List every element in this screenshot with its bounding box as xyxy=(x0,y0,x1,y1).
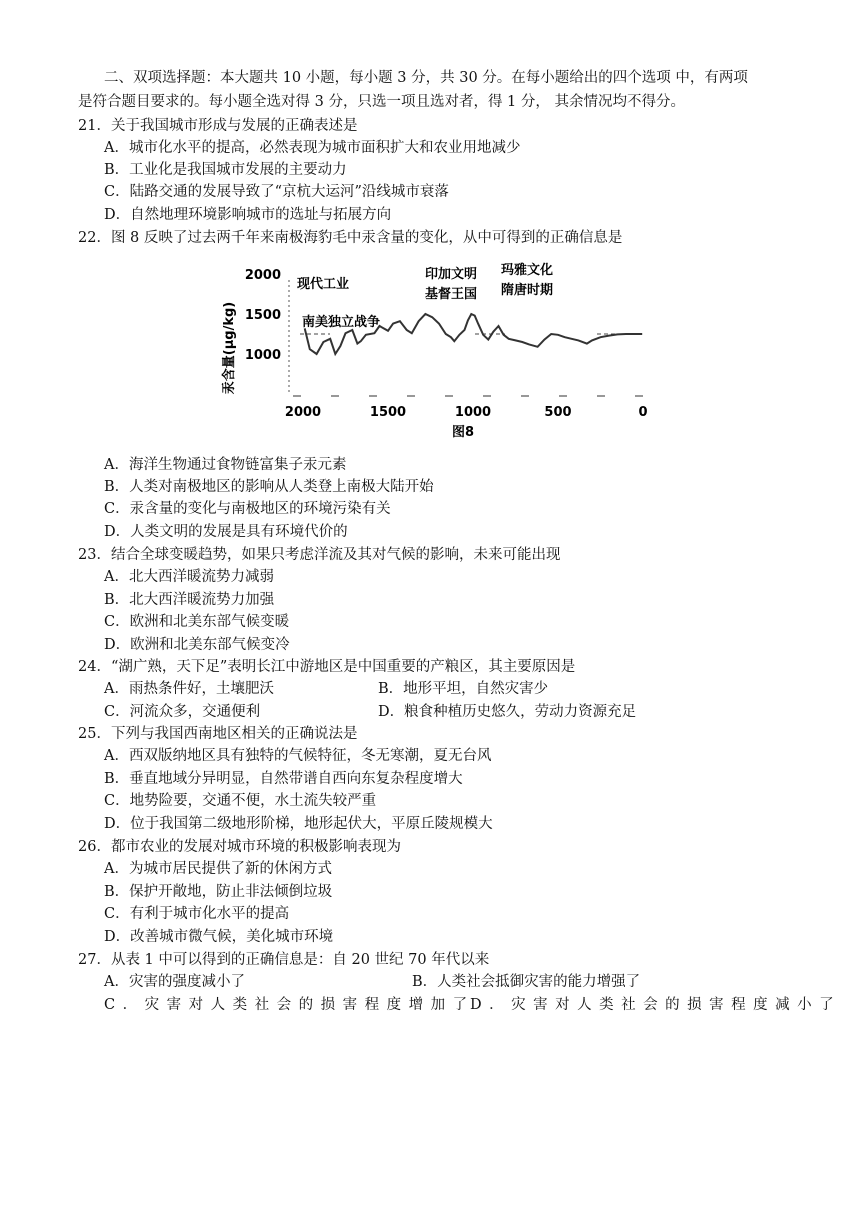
question-27-stem: 27．从表 1 中可以得到的正确信息是：自 20 世纪 70 年代以来 xyxy=(78,952,490,968)
question-25-option-a: A．西双版纳地区具有独特的气候特征，冬无寒潮，夏无台风 xyxy=(104,748,492,764)
chart-annotation: 基督王国 xyxy=(425,287,478,302)
question-22-option-b: B．人类对南极地区的影响从人类登上南极大陆开始 xyxy=(104,479,434,495)
question-23-option-b: B．北大西洋暖流势力加强 xyxy=(104,592,275,608)
question-26-option-a: A．为城市居民提供了新的休闲方式 xyxy=(104,861,332,877)
question-25-option-b: B．垂直地域分异明显，自然带谱自西向东复杂程度增大 xyxy=(104,771,463,787)
question-21-option-a: A．城市化水平的提高，必然表现为城市面积扩大和农业用地减少 xyxy=(104,140,521,156)
question-27-option-b: B．人类社会抵御灾害的能力增强了 xyxy=(412,974,641,990)
x-tick-label: 1000 xyxy=(454,405,492,420)
section-intro-line-2: 是符合题目要求的。每小题全选对得 3 分，只选一项且选对者，得 1 分， 其余情况均不得分。 xyxy=(78,94,685,110)
question-22-option-c: C．汞含量的变化与南极地区的环境污染有关 xyxy=(104,501,391,517)
question-27-option-a: A．灾害的强度减小了 xyxy=(104,974,245,990)
question-21-stem: 21．关于我国城市形成与发展的正确表述是 xyxy=(78,118,358,134)
question-23-option-a: A．北大西洋暖流势力减弱 xyxy=(104,569,274,585)
chart-annotation: 印加文明 xyxy=(425,267,478,282)
chart-annotation: 南美独立战争 xyxy=(302,315,381,330)
question-23-option-d: D．欧洲和北美东部气候变冷 xyxy=(104,637,290,653)
question-22-stem: 22．图 8 反映了过去两千年来南极海豹毛中汞含量的变化，从中可得到的正确信息是 xyxy=(78,230,623,246)
x-tick-label: 500 xyxy=(544,405,572,420)
question-24-option-c: C．河流众多，交通便利 xyxy=(104,704,261,720)
question-27-option-d: D．灾害对人类社会的损害程度减小了 xyxy=(470,997,842,1013)
x-tick-label: 2000 xyxy=(284,405,322,420)
y-tick-label: 1500 xyxy=(244,308,281,323)
chart-annotation: 现代工业 xyxy=(297,277,350,292)
section-intro-line-1: 二、双项选择题：本大题共 10 小题，每小题 3 分，共 30 分。在每小题给出的四个选项 中，有两项 xyxy=(104,70,748,86)
x-tick-label: 1500 xyxy=(369,405,407,420)
question-26-option-b: B．保护开敞地，防止非法倾倒垃圾 xyxy=(104,884,333,900)
question-21-option-d: D．自然地理环境影响城市的选址与拓展方向 xyxy=(104,207,392,223)
y-tick-label: 1000 xyxy=(244,348,281,363)
chart-annotation: 玛雅文化 xyxy=(501,263,554,278)
question-22-option-d: D．人类文明的发展是具有环境代价的 xyxy=(104,524,348,540)
question-24-option-b: B．地形平坦，自然灾害少 xyxy=(378,681,549,697)
question-23-option-c: C．欧洲和北美东部气候变暖 xyxy=(104,614,290,630)
question-23-stem: 23．结合全球变暖趋势，如果只考虑洋流及其对气候的影响，未来可能出现 xyxy=(78,547,561,563)
question-24-option-d: D．粮食种植历史悠久，劳动力资源充足 xyxy=(378,704,637,720)
question-21-option-c: C．陆路交通的发展导致了“京杭大运河”沿线城市衰落 xyxy=(104,184,449,200)
question-22-option-a: A．海洋生物通过食物链富集子汞元素 xyxy=(104,457,347,473)
question-26-option-c: C．有利于城市化水平的提高 xyxy=(104,906,290,922)
question-26-stem: 26．都市农业的发展对城市环境的积极影响表现为 xyxy=(78,839,401,855)
y-tick-label: 2000 xyxy=(244,268,281,283)
figure-8-chart xyxy=(205,258,660,443)
y-axis-label: 汞含量(μg/kg) xyxy=(222,301,237,395)
question-21-option-b: B．工业化是我国城市发展的主要动力 xyxy=(104,162,347,178)
question-27-option-c: C．灾害对人类社会的损害程度增加了 xyxy=(104,997,475,1013)
question-24-stem: 24．“湖广熟，天下足”表明长江中游地区是中国重要的产粮区，其主要原因是 xyxy=(78,659,576,675)
question-25-stem: 25．下列与我国西南地区相关的正确说法是 xyxy=(78,726,358,742)
question-24-option-a: A．雨热条件好，土壤肥沃 xyxy=(104,681,274,697)
question-26-option-d: D．改善城市微气候，美化城市环境 xyxy=(104,929,334,945)
question-25-option-c: C．地势险要，交通不便，水土流失较严重 xyxy=(104,793,377,809)
figure-caption: 图8 xyxy=(451,425,475,440)
x-tick-label: 0 xyxy=(638,405,648,420)
chart-annotation: 隋唐时期 xyxy=(501,283,554,298)
y-axis-label-group xyxy=(221,302,237,394)
question-25-option-d: D．位于我国第二级地形阶梯，地形起伏大，平原丘陵规模大 xyxy=(104,816,493,832)
